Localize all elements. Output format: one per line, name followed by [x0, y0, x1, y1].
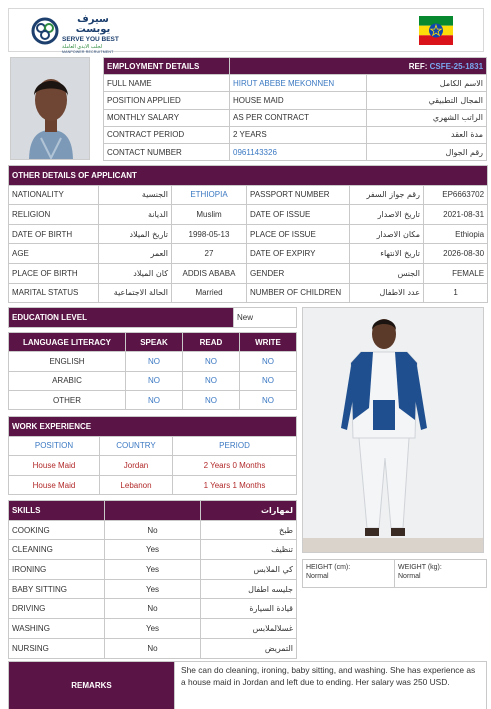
write-value: NO: [240, 371, 297, 390]
country-header: COUNTRY: [100, 436, 173, 456]
height-value: Normal: [306, 573, 329, 581]
weight-cell: [395, 560, 487, 588]
field-label-arabic: الديانة: [99, 205, 172, 225]
other-details-row: [9, 283, 488, 303]
field-label-arabic: تاريخ الميلاد: [99, 224, 172, 244]
skill-row: [9, 520, 297, 540]
ethiopia-flag-icon: [419, 16, 453, 45]
employment-details-table: [103, 57, 487, 161]
measurements-table: [302, 559, 487, 588]
field-label-arabic: مكان الاصدار: [350, 224, 424, 244]
work-country: Jordan: [100, 456, 173, 476]
work-header-row: [9, 436, 297, 456]
company-logo: [31, 13, 151, 54]
full-body-figure-icon: [303, 308, 484, 553]
remarks-text: She can do cleaning, ironing, baby sitting, and washing. She has experience as a house maid in Jordan and left due to ending. Her salary was 250 USD.: [175, 662, 487, 709]
field-label: DATE OF ISSUE: [247, 205, 350, 225]
skill-name: IRONING: [9, 560, 105, 580]
write-header: WRITE: [240, 333, 297, 352]
field-label-arabic: تاريخ الاصدار: [350, 205, 424, 225]
work-experience-title: WORK EXPERIENCE: [9, 417, 297, 437]
skill-name: WASHING: [9, 619, 105, 639]
education-title: EDUCATION LEVEL: [9, 308, 234, 328]
work-country: Lebanon: [100, 475, 173, 495]
work-row: [9, 456, 297, 476]
logo-arabic-text: سيرف يوبست: [75, 14, 111, 35]
skill-value: Yes: [105, 560, 201, 580]
skill-name-arabic: كي الملابس: [201, 560, 297, 580]
field-label: FULL NAME: [104, 75, 230, 92]
work-experience-table: [8, 416, 297, 495]
other-details-title: OTHER DETAILS OF APPLICANT: [9, 166, 488, 186]
skill-name-arabic: قيادة السيارة: [201, 599, 297, 619]
skill-name: COOKING: [9, 520, 105, 540]
skills-table: [8, 500, 297, 659]
issue-date-value: 2021-08-31: [424, 205, 488, 225]
field-label-arabic: مدة العقد: [367, 126, 487, 143]
read-header: READ: [183, 333, 240, 352]
weight-label: WEIGHT (kg):: [398, 564, 442, 571]
skill-row: [9, 540, 297, 560]
skills-title: SKILLS: [9, 501, 105, 521]
other-details-row: [9, 263, 488, 283]
contact-number-link[interactable]: 0961143326: [230, 143, 367, 160]
employment-row: [104, 92, 487, 109]
skill-name: NURSING: [9, 638, 105, 658]
birth-place-value: ADDIS ABABA: [172, 263, 247, 283]
field-label-arabic: عدد الاطفال: [350, 283, 424, 303]
logo-english-text: SERVE YOU BEST: [62, 36, 119, 43]
skill-row: [9, 619, 297, 639]
skill-value: Yes: [105, 579, 201, 599]
skill-value: No: [105, 638, 201, 658]
remarks-title: REMARKS: [9, 662, 175, 709]
field-label: CONTRACT PERIOD: [104, 126, 230, 143]
field-label: RELIGION: [9, 205, 99, 225]
education-value: New: [234, 308, 297, 328]
other-details-row: [9, 205, 488, 225]
write-value: NO: [240, 352, 297, 371]
header-bar: [8, 8, 484, 52]
skills-title-arabic: لمهارات: [201, 501, 297, 521]
weight-value: Normal: [398, 573, 421, 581]
speak-value: NO: [126, 371, 183, 390]
skill-name: DRIVING: [9, 599, 105, 619]
speak-value: NO: [126, 390, 183, 409]
field-label-arabic: رقم الجوال: [367, 143, 487, 160]
employment-row: [104, 126, 487, 143]
marital-status-value: Married: [172, 283, 247, 303]
skill-row: [9, 638, 297, 658]
field-label-arabic: تاريخ الانتهاء: [350, 244, 424, 264]
employment-row: [104, 143, 487, 160]
skills-title-spacer: [105, 501, 201, 521]
read-value: NO: [183, 371, 240, 390]
skill-name-arabic: التمريض: [201, 638, 297, 658]
employment-row: [104, 109, 487, 126]
field-label-arabic: كان الميلاد: [99, 263, 172, 283]
language-header: LANGUAGE LITERACY: [9, 333, 126, 352]
expiry-date-value: 2026-08-30: [424, 244, 488, 264]
skill-row: [9, 579, 297, 599]
contract-period-value: 2 YEARS: [230, 126, 367, 143]
full-name-value: HIRUT ABEBE MEKONNEN: [230, 75, 367, 92]
field-label-arabic: المجال التطبيقي: [367, 92, 487, 109]
applicant-full-body-photo: [302, 307, 484, 553]
reference-number: CSFE-25-1831: [429, 61, 484, 71]
birth-date-value: 1998-05-13: [172, 224, 247, 244]
language-row: [9, 371, 297, 390]
language-name: ENGLISH: [9, 352, 126, 371]
skill-row: [9, 599, 297, 619]
skill-row: [9, 560, 297, 580]
skill-name-arabic: غسلالملابس: [201, 619, 297, 639]
logo-mark-icon: [31, 17, 59, 45]
reference-label: REF:: [408, 61, 428, 71]
field-label-arabic: الجنسية: [99, 185, 172, 205]
skill-value: No: [105, 520, 201, 540]
speak-header: SPEAK: [126, 333, 183, 352]
height-label: HEIGHT (cm):: [306, 564, 351, 571]
reference-cell: [230, 58, 487, 75]
field-label-arabic: رقم جواز السفر: [350, 185, 424, 205]
field-label: POSITION APPLIED: [104, 92, 230, 109]
read-value: NO: [183, 390, 240, 409]
work-position: House Maid: [9, 475, 100, 495]
skill-name-arabic: جليسه اطفال: [201, 579, 297, 599]
language-name: ARABIC: [9, 371, 126, 390]
language-name: OTHER: [9, 390, 126, 409]
monthly-salary-value: AS PER CONTRACT: [230, 109, 367, 126]
height-cell: [303, 560, 395, 588]
nationality-value: ETHIOPIA: [172, 185, 247, 205]
skill-name-arabic: طبخ: [201, 520, 297, 540]
skill-value: Yes: [105, 619, 201, 639]
skill-name: CLEANING: [9, 540, 105, 560]
field-label: NATIONALITY: [9, 185, 99, 205]
other-details-table: [8, 165, 488, 303]
work-period: 2 Years 0 Months: [173, 456, 297, 476]
language-row: [9, 390, 297, 409]
field-label: MARITAL STATUS: [9, 283, 99, 303]
field-label: PLACE OF BIRTH: [9, 263, 99, 283]
position-applied-value: HOUSE MAID: [230, 92, 367, 109]
field-label: GENDER: [247, 263, 350, 283]
speak-value: NO: [126, 352, 183, 371]
field-label: DATE OF BIRTH: [9, 224, 99, 244]
field-label: MONTHLY SALARY: [104, 109, 230, 126]
other-details-row: [9, 185, 488, 205]
logo-sub-english: MANPOWER RECRUITMENT: [62, 49, 114, 54]
field-label: CONTACT NUMBER: [104, 143, 230, 160]
passport-number-value: EP6663702: [424, 185, 488, 205]
position-header: POSITION: [9, 436, 100, 456]
issue-place-value: Ethiopia: [424, 224, 488, 244]
language-literacy-table: [8, 332, 297, 410]
other-details-row: [9, 244, 488, 264]
read-value: NO: [183, 352, 240, 371]
logo-sub-arabic: لجلب الايدي العاملة: [62, 43, 103, 50]
skill-name: BABY SITTING: [9, 579, 105, 599]
work-row: [9, 475, 297, 495]
field-label-arabic: الحالة الاجتماعية: [99, 283, 172, 303]
education-table: [8, 307, 297, 328]
portrait-icon: [11, 58, 90, 160]
skill-value: Yes: [105, 540, 201, 560]
field-label-arabic: الجنس: [350, 263, 424, 283]
applicant-portrait-photo: [10, 57, 90, 160]
field-label: PLACE OF ISSUE: [247, 224, 350, 244]
write-value: NO: [240, 390, 297, 409]
gender-value: FEMALE: [424, 263, 488, 283]
employment-row: [104, 75, 487, 92]
field-label: AGE: [9, 244, 99, 264]
field-label-arabic: الاسم الكامل: [367, 75, 487, 92]
work-period: 1 Years 1 Months: [173, 475, 297, 495]
age-value: 27: [172, 244, 247, 264]
skill-value: No: [105, 599, 201, 619]
field-label-arabic: الراتب الشهري: [367, 109, 487, 126]
religion-value: Muslim: [172, 205, 247, 225]
field-label-arabic: العمر: [99, 244, 172, 264]
other-details-row: [9, 224, 488, 244]
skill-name-arabic: تنظيف: [201, 540, 297, 560]
employment-details-title: EMPLOYMENT DETAILS: [104, 58, 230, 75]
remarks-table: [8, 661, 487, 709]
work-position: House Maid: [9, 456, 100, 476]
field-label: PASSPORT NUMBER: [247, 185, 350, 205]
period-header: PERIOD: [173, 436, 297, 456]
children-count-value: 1: [424, 283, 488, 303]
language-row: [9, 352, 297, 371]
field-label: NUMBER OF CHILDREN: [247, 283, 350, 303]
field-label: DATE OF EXPIRY: [247, 244, 350, 264]
